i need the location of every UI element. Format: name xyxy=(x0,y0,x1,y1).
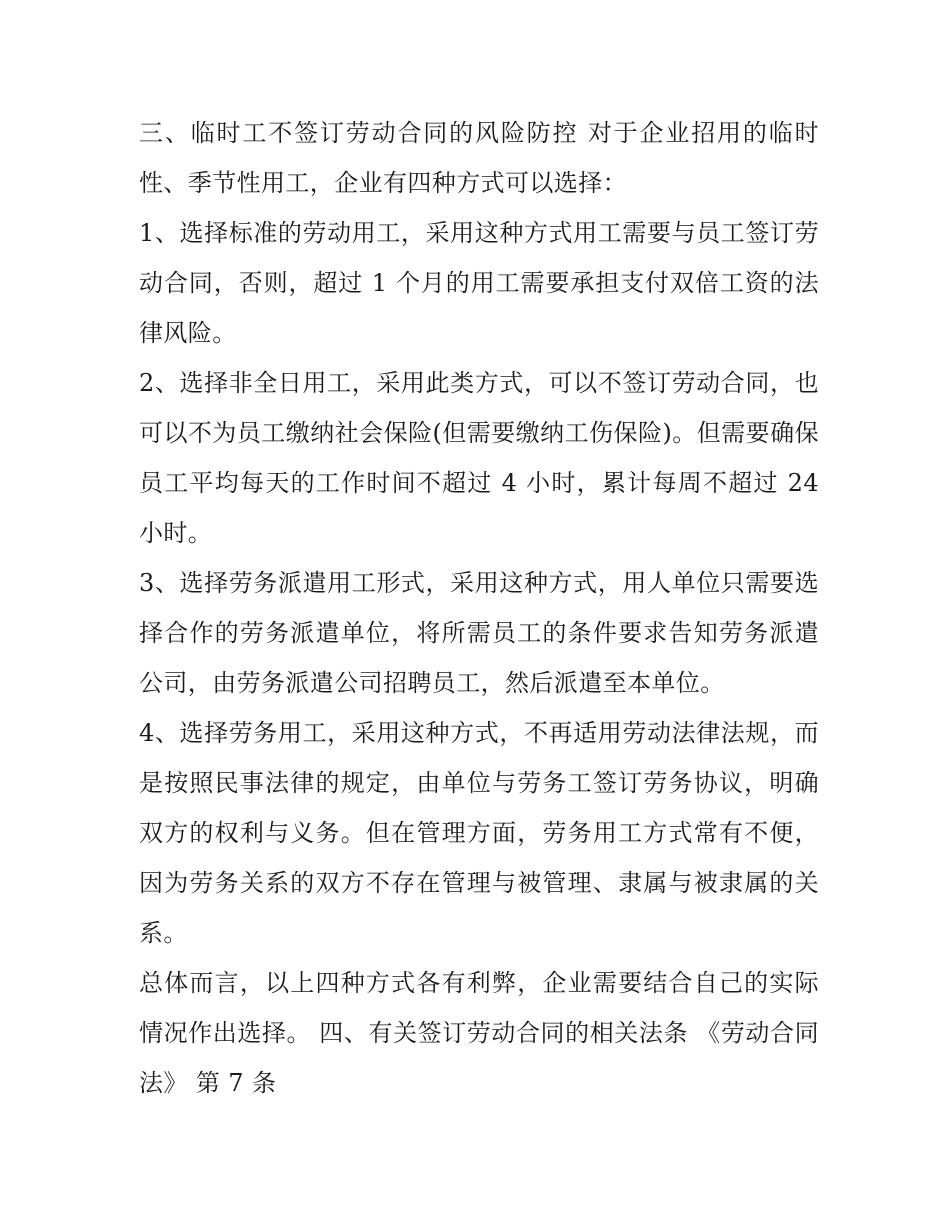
option-3-paragraph: 3、选择劳务派遣用工形式，采用这种方式，用人单位只需要选择合作的劳务派遣单位，将所需员工的条件要求告知劳务派遣公司，由劳务派遣公司招聘员工，然后派遣至本单位。 xyxy=(139,569,819,697)
option-2-paragraph: 2、选择非全日用工，采用此类方式，可以不签订劳动合同，也可以不为员工缴纳社会保险(但需要缴纳工伤保险)。但需要确保员工平均每天的工作时间不超过 4 小时，累计每周不超过 24 小时。 xyxy=(139,369,819,547)
option-4-paragraph: 4、选择劳务用工，采用这种方式，不再适用劳动法律法规，而是按照民事法律的规定，由单位与劳务工签订劳务协议，明确双方的权利与义务。但在管理方面，劳务用工方式常有不便，因为劳务关系的双方不存在管理与被管理、隶属与被隶属的关系。 xyxy=(139,719,819,947)
summary-paragraph: 总体而言，以上四种方式各有利弊，企业需要结合自己的实际情况作出选择。 四、有关签订劳动合同的相关法条 《劳动合同法》 第 7 条 xyxy=(139,969,819,1097)
section-three-intro-paragraph: 三、临时工不签订劳动合同的风险防控 对于企业招用的临时性、季节性用工，企业有四种方式可以选择： xyxy=(139,119,819,197)
option-1-paragraph: 1、选择标准的劳动用工，采用这种方式用工需要与员工签订劳动合同，否则，超过 1 个月的用工需要承担支付双倍工资的法律风险。 xyxy=(139,219,819,347)
document-body xyxy=(139,108,819,1108)
